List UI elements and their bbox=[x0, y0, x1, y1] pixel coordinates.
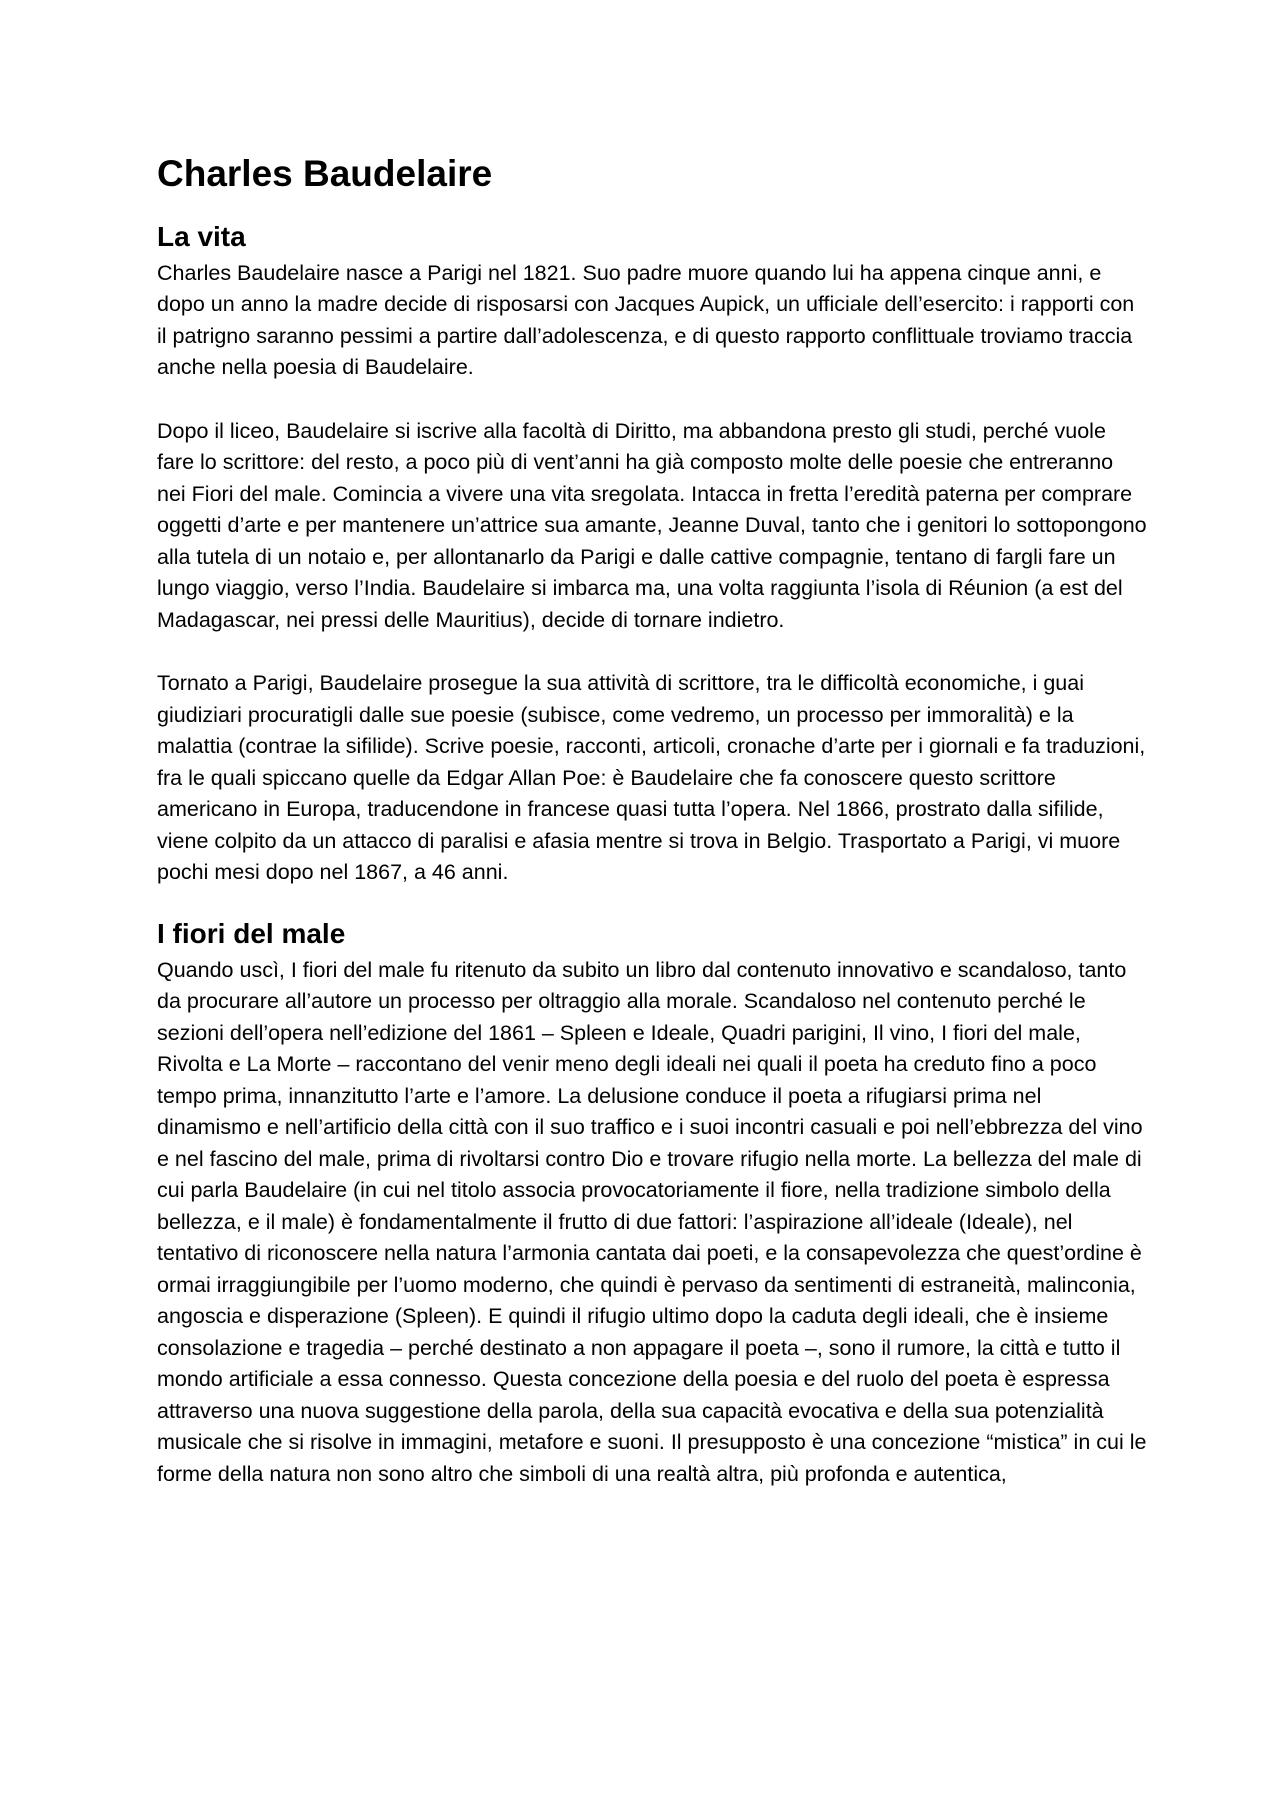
section-la-vita bbox=[157, 220, 1147, 889]
document-page bbox=[157, 152, 1147, 1522]
document-title: Charles Baudelaire bbox=[157, 153, 493, 194]
section-heading-la-vita: La vita bbox=[157, 221, 246, 253]
paragraph: Charles Baudelaire nasce a Parigi nel 1821. Suo padre muore quando lui ha appena cinque anni, e dopo un anno la madre decide di risposarsi con Jacques Aupick, un ufficiale dell’esercito: i rapporti con il patrigno saranno pessimi a partire dall’adolescenza, e di questo rapporto conflittuale troviamo traccia anche nella poesia di Baudelaire. bbox=[157, 260, 1135, 380]
section-heading-i-fiori-del-male: I fiori del male bbox=[157, 917, 346, 949]
paragraph: Tornato a Parigi, Baudelaire prosegue la sua attività di scrittore, tra le difficoltà economiche, i guai giudiziari procuratigli dalle sue poesie (subisce, come vedremo, un processo per immoralità) e la malattia (contrae la sifilide). Scrive poesie, racconti, articoli, cronache d’arte per i giornali e fa traduzioni, fra le quali spiccano quelle da Edgar Allan Poe: è Baudelaire che fa conoscere questo scrittore americano in Europa, traducendone in francese quasi tutta l’opera. Nel 1866, prostrato dalla sifilide, viene colpito da un attacco di paralisi e afasia mentre si trova in Belgio. Trasportato a Parigi, vi muore pochi mesi dopo nel 1867, a 46 anni. bbox=[157, 671, 1146, 885]
section-i-fiori-del-male bbox=[157, 917, 1147, 1490]
paragraph: Quando uscì, I fiori del male fu ritenuto da subito un libro dal contenuto innovativo e scandaloso, tanto da procurare all’autore un processo per oltraggio alla morale. Scandaloso nel contenuto perché le sezioni dell’opera nell’edizione del 1861 – Spleen e Ideale, Quadri parigini, Il vino, I fiori del male, Rivolta e La Morte – raccontano del venir meno degli ideali nei quali il poeta ha creduto fino a poco tempo prima, innanzitutto l’arte e l’amore. La delusione conduce il poeta a rifugiarsi prima nel dinamismo e nell’artificio della città con il suo traffico e i suoi incontri casuali e poi nell’ebbrezza del vino e nel fascino del male, prima di rivoltarsi contro Dio e trovare rifugio nella morte. La bellezza del male di cui parla Baudelaire (in cui nel titolo associa provocatoriamente il fiore, nella tradizione simbolo della bellezza, e il male) è fondamentalmente il frutto di due fattori: l’aspirazione all’ideale (Ideale), nel tentativo di riconoscere nella natura l’armonia cantata dai poeti, e la consapevolezza che quest’ordine è ormai irraggiungibile per l’uomo moderno, che quindi è pervaso da sentimenti di estraneità, malinconia, angoscia e disperazione (Spleen). E quindi il rifugio ultimo dopo la caduta degli ideali, che è insieme consolazione e tragedia – perché destinato a non appagare il poeta –, sono il rumore, la città e tutto il mondo artificiale a essa connesso. Questa concezione della poesia e del ruolo del poeta è espressa attraverso una nuova suggestione della parola, della sua capacità evocativa e della sua potenzialità musicale che si risolve in immagini, metafore e suoni. Il presupposto è una concezione “mistica” in cui le forme della natura non sono altro che simboli di una realtà altra, più profonda e autentica, bbox=[157, 957, 1147, 1486]
paragraph: Dopo il liceo, Baudelaire si iscrive alla facoltà di Diritto, ma abbandona presto gli studi, perché vuole fare lo scrittore: del resto, a poco più di vent’anni ha già composto molte delle poesie che entreranno nei Fiori del male. Comincia a vivere una vita sregolata. Intacca in fretta l’eredità paterna per comprare oggetti d’arte e per mantenere un’attrice sua amante, Jeanne Duval, tanto che i genitori lo sottopongono alla tutela di un notaio e, per allontanarlo da Parigi e dalle cattive compagnie, tentano di fargli fare un lungo viaggio, verso l’India. Baudelaire si imbarca ma, una volta raggiunta l’isola di Réunion (a est del Madagascar, nei pressi delle Mauritius), decide di tornare indietro. bbox=[157, 418, 1147, 632]
